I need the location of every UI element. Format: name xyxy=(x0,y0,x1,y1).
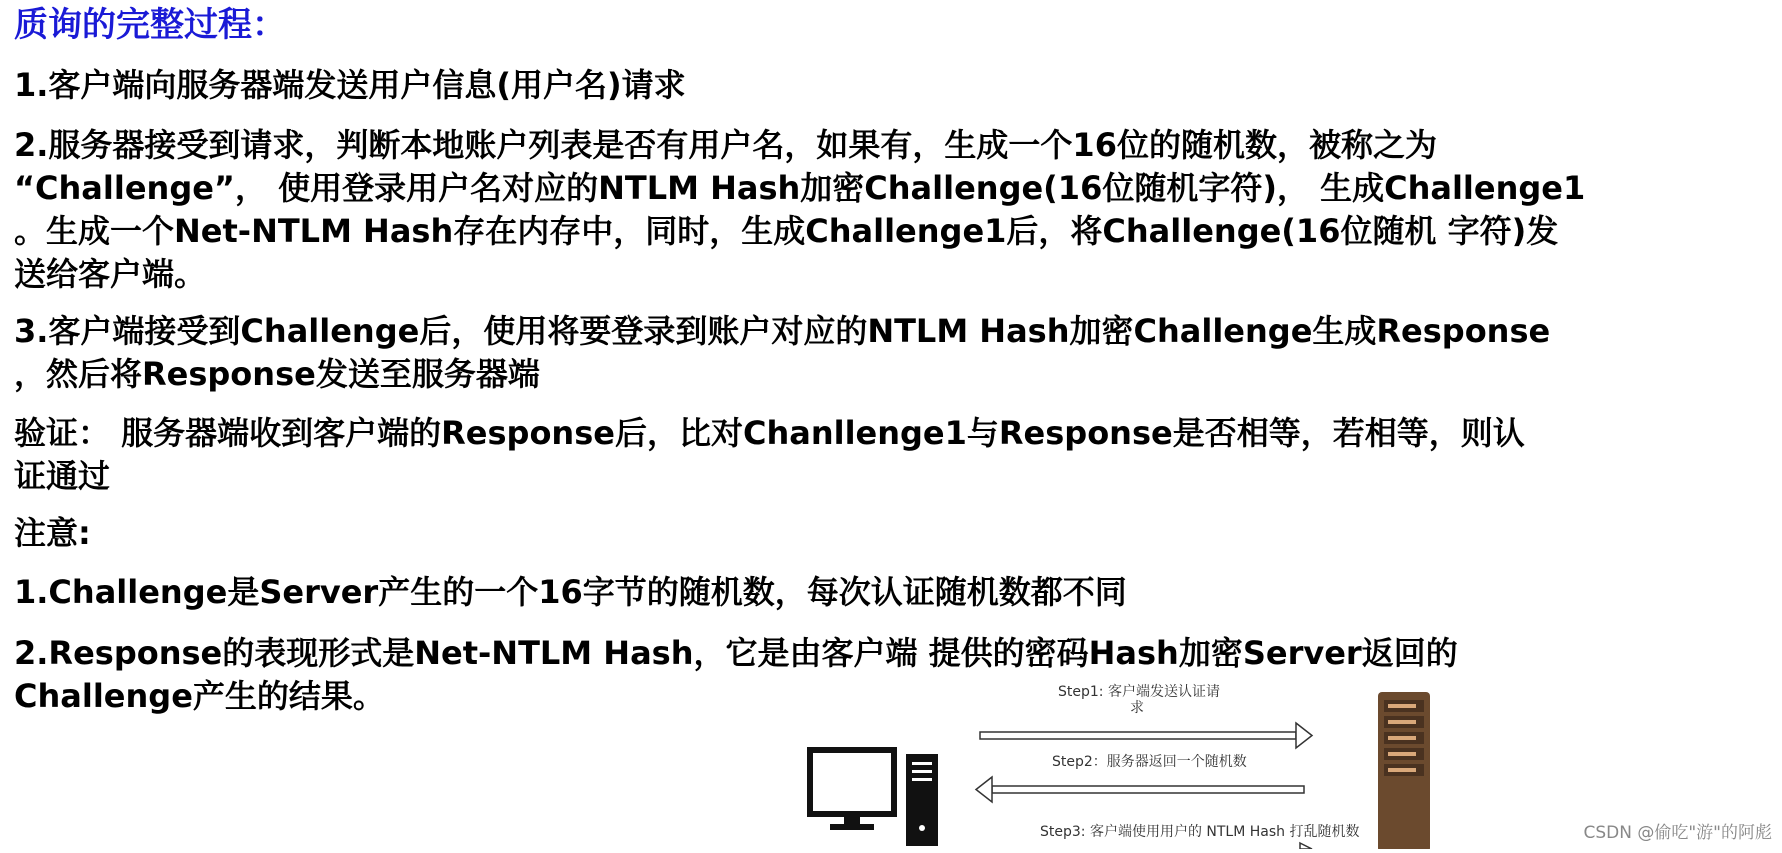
paragraph-line: 注意: xyxy=(14,514,91,552)
step1-label: Step1: 客户端发送认证请 xyxy=(1058,684,1220,700)
paragraph-line: 1.客户端向服务器端发送用户信息(用户名)请求 xyxy=(14,66,686,104)
csdn-watermark: CSDN @偷吃"游"的阿彪 xyxy=(1583,823,1772,843)
step3-label: Step3: 客户端使用用户的 NTLM Hash 打乱随机数 xyxy=(1040,824,1360,840)
note-heading xyxy=(14,512,91,555)
step2-arrow-icon xyxy=(976,777,1304,802)
section-title: 质询的完整过程： xyxy=(14,5,286,45)
server-icon xyxy=(1378,692,1430,849)
paragraph-line: 2.服务器接受到请求，判断本地账户列表是否有用户名，如果有，生成一个16位的随机数，被称之为 xyxy=(14,126,1437,164)
paragraph-verification xyxy=(14,412,1525,498)
paragraph-line: 验证： 服务器端收到客户端的Response后，比对Chanllenge1与Response是否相等，若相等，则认 xyxy=(14,414,1525,452)
client-tower-icon xyxy=(906,754,938,846)
paragraph-step-2 xyxy=(14,124,1585,296)
paragraph-line: 2.Response的表现形式是Net-NTLM Hash，它是由客户端 提供的密码Hash加密Server返回的 xyxy=(14,634,1458,672)
step1-label-cont: 求 xyxy=(1130,700,1144,716)
paragraph-line: Challenge产生的结果。 xyxy=(14,677,385,715)
paragraph-line: ，然后将Response发送至服务器端 xyxy=(14,355,540,393)
paragraph-line: 证通过 xyxy=(14,457,111,495)
paragraph-line: 1.Challenge是Server产生的一个16字节的随机数，每次认证随机数都不同 xyxy=(14,573,1127,611)
ntlm-flow-diagram xyxy=(800,678,1520,849)
paragraph-step-3 xyxy=(14,310,1550,396)
step1-arrow-icon xyxy=(980,723,1312,748)
step2-label: Step2：服务器返回一个随机数 xyxy=(1052,754,1247,770)
paragraph-line: 3.客户端接受到Challenge后，使用将要登录到账户对应的NTLM Hash加密Challenge生成Response xyxy=(14,312,1551,350)
paragraph-step-1 xyxy=(14,64,686,107)
client-monitor-icon xyxy=(810,750,894,830)
paragraph-line: “Challenge”， 使用登录用户名对应的NTLM Hash加密Challenge(16位随机字符)， 生成Challenge1 xyxy=(14,169,1586,207)
step3-arrow-icon xyxy=(1300,843,1312,849)
paragraph-line: 。生成一个Net-NTLM Hash存在内存中，同时，生成Challenge1后，将Challenge(16位随机 字符)发 xyxy=(14,212,1559,250)
note-item-1 xyxy=(14,571,1127,614)
paragraph-line: 送给客户端。 xyxy=(14,255,207,293)
